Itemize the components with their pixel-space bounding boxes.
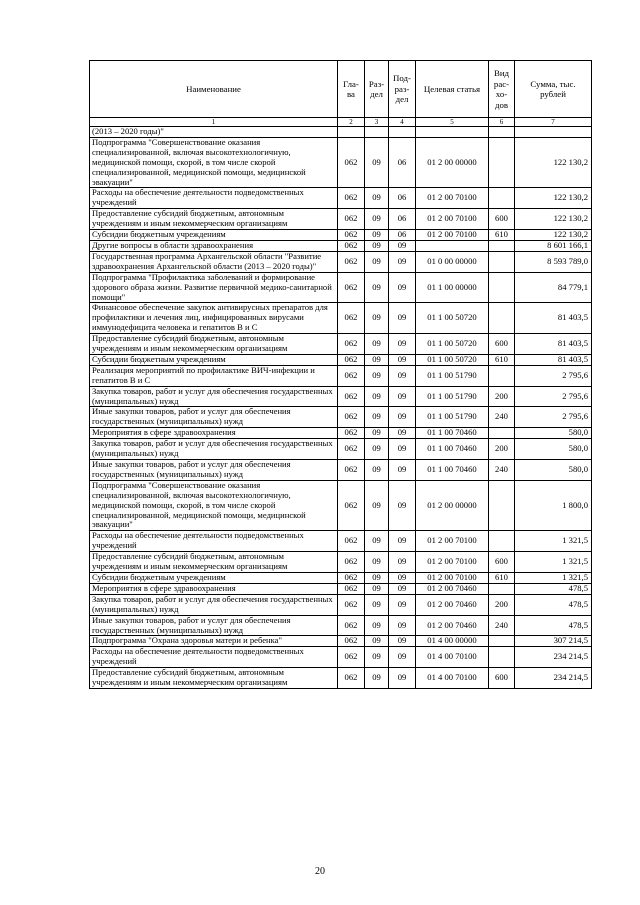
row-name: Расходы на обеспечение деятельности подведомственных учреждений bbox=[90, 188, 338, 209]
row-name: Финансовое обеспечение закупок антивирусных препаратов для профилактики и лечения лиц, инфицированных вирусами иммунодефицита человека и гепатитов В и С bbox=[90, 303, 338, 334]
row-name: Субсидии бюджетным учреждениям bbox=[90, 572, 338, 583]
row-glava: 062 bbox=[338, 334, 365, 355]
row-statya bbox=[416, 240, 489, 251]
row-vid: 200 bbox=[489, 439, 515, 460]
row-podrazdel: 06 bbox=[389, 230, 416, 241]
row-summa: 122 130,2 bbox=[515, 209, 592, 230]
row-razdel: 09 bbox=[365, 439, 389, 460]
row-vid bbox=[489, 303, 515, 334]
row-glava: 062 bbox=[338, 272, 365, 303]
row-razdel: 09 bbox=[365, 428, 389, 439]
row-summa: 478,5 bbox=[515, 583, 592, 594]
table-row bbox=[90, 439, 592, 460]
row-summa: 1 321,5 bbox=[515, 531, 592, 552]
row-razdel: 09 bbox=[365, 407, 389, 428]
row-vid: 600 bbox=[489, 334, 515, 355]
row-name: Предоставление субсидий бюджетным, автономным учреждениям и иным некоммерческим организациям bbox=[90, 552, 338, 573]
table-row bbox=[90, 572, 592, 583]
column-number: 6 bbox=[489, 118, 515, 127]
table-row bbox=[90, 668, 592, 689]
row-podrazdel: 09 bbox=[389, 251, 416, 272]
row-vid: 240 bbox=[489, 460, 515, 481]
table-row bbox=[90, 251, 592, 272]
table-row bbox=[90, 531, 592, 552]
column-number: 5 bbox=[416, 118, 489, 127]
row-razdel: 09 bbox=[365, 636, 389, 647]
row-podrazdel: 09 bbox=[389, 354, 416, 365]
row-razdel: 09 bbox=[365, 272, 389, 303]
row-name: Подпрограмма "Совершенствование оказания специализированной, включая высокотехнологичную, медицинской помощи, скорой, в том числе скорой специализированной, медицинской помощи, медицинской эвакуации" bbox=[90, 137, 338, 188]
column-number: 4 bbox=[389, 118, 416, 127]
column-number: 2 bbox=[338, 118, 365, 127]
row-podrazdel: 09 bbox=[389, 594, 416, 615]
row-podrazdel: 09 bbox=[389, 303, 416, 334]
row-podrazdel: 09 bbox=[389, 647, 416, 668]
row-razdel: 09 bbox=[365, 188, 389, 209]
header-podrazdel: Под-раз-дел bbox=[389, 61, 416, 118]
table-row bbox=[90, 334, 592, 355]
row-glava: 062 bbox=[338, 303, 365, 334]
row-statya: 01 4 00 00000 bbox=[416, 636, 489, 647]
row-glava: 062 bbox=[338, 137, 365, 188]
row-summa: 122 130,2 bbox=[515, 230, 592, 241]
row-name: Мероприятия в сфере здравоохранения bbox=[90, 583, 338, 594]
row-summa: 1 321,5 bbox=[515, 572, 592, 583]
row-summa: 1 321,5 bbox=[515, 552, 592, 573]
row-summa: 1 800,0 bbox=[515, 480, 592, 531]
row-podrazdel: 09 bbox=[389, 668, 416, 689]
row-razdel: 09 bbox=[365, 615, 389, 636]
column-number: 3 bbox=[365, 118, 389, 127]
row-name: Иные закупки товаров, работ и услуг для обеспечения государственных (муниципальных) нужд bbox=[90, 407, 338, 428]
row-vid bbox=[489, 365, 515, 386]
table-row bbox=[90, 230, 592, 241]
row-glava: 062 bbox=[338, 251, 365, 272]
row-podrazdel: 09 bbox=[389, 480, 416, 531]
row-razdel: 09 bbox=[365, 531, 389, 552]
table-body bbox=[90, 127, 592, 689]
row-glava: 062 bbox=[338, 647, 365, 668]
row-glava: 062 bbox=[338, 615, 365, 636]
header-statya: Целевая статья bbox=[416, 61, 489, 118]
row-summa: 478,5 bbox=[515, 594, 592, 615]
row-glava: 062 bbox=[338, 240, 365, 251]
row-glava: 062 bbox=[338, 480, 365, 531]
row-glava: 062 bbox=[338, 583, 365, 594]
row-name: Расходы на обеспечение деятельности подведомственных учреждений bbox=[90, 531, 338, 552]
row-statya: 01 1 00 00000 bbox=[416, 272, 489, 303]
row-podrazdel: 09 bbox=[389, 334, 416, 355]
row-statya: 01 1 00 51790 bbox=[416, 365, 489, 386]
row-podrazdel: 09 bbox=[389, 365, 416, 386]
row-name: Субсидии бюджетным учреждениям bbox=[90, 354, 338, 365]
row-razdel: 09 bbox=[365, 209, 389, 230]
row-podrazdel: 09 bbox=[389, 572, 416, 583]
row-podrazdel bbox=[389, 127, 416, 138]
table-row bbox=[90, 647, 592, 668]
row-podrazdel: 09 bbox=[389, 615, 416, 636]
row-razdel: 09 bbox=[365, 365, 389, 386]
row-name: Субсидии бюджетным учреждениям bbox=[90, 230, 338, 241]
row-statya: 01 1 00 50720 bbox=[416, 334, 489, 355]
row-vid bbox=[489, 240, 515, 251]
row-statya: 01 0 00 00000 bbox=[416, 251, 489, 272]
row-name: Подпрограмма "Совершенствование оказания специализированной, включая высокотехнологичную, медицинской помощи, скорой, в том числе скорой специализированной, медицинской помощи, медицинской эвакуации" bbox=[90, 480, 338, 531]
row-summa: 234 214,5 bbox=[515, 647, 592, 668]
row-vid: 200 bbox=[489, 386, 515, 407]
row-summa: 234 214,5 bbox=[515, 668, 592, 689]
row-vid bbox=[489, 636, 515, 647]
table-row bbox=[90, 594, 592, 615]
row-name: Предоставление субсидий бюджетным, автономным учреждениям и иным некоммерческим организациям bbox=[90, 209, 338, 230]
row-summa: 8 601 166,1 bbox=[515, 240, 592, 251]
row-vid: 600 bbox=[489, 552, 515, 573]
row-vid bbox=[489, 137, 515, 188]
row-summa bbox=[515, 127, 592, 138]
row-statya: 01 2 00 70100 bbox=[416, 230, 489, 241]
table-row bbox=[90, 137, 592, 188]
table-row bbox=[90, 209, 592, 230]
row-summa: 81 403,5 bbox=[515, 303, 592, 334]
table-row bbox=[90, 365, 592, 386]
row-statya: 01 2 00 70100 bbox=[416, 531, 489, 552]
row-podrazdel: 06 bbox=[389, 188, 416, 209]
row-razdel bbox=[365, 127, 389, 138]
table-row bbox=[90, 480, 592, 531]
row-statya: 01 2 00 70100 bbox=[416, 552, 489, 573]
row-podrazdel: 09 bbox=[389, 531, 416, 552]
row-glava: 062 bbox=[338, 531, 365, 552]
row-podrazdel: 06 bbox=[389, 137, 416, 188]
row-glava: 062 bbox=[338, 407, 365, 428]
row-summa: 81 403,5 bbox=[515, 354, 592, 365]
row-glava bbox=[338, 127, 365, 138]
row-razdel: 09 bbox=[365, 480, 389, 531]
table-row bbox=[90, 272, 592, 303]
row-glava: 062 bbox=[338, 439, 365, 460]
table-row bbox=[90, 428, 592, 439]
row-razdel: 09 bbox=[365, 583, 389, 594]
row-glava: 062 bbox=[338, 188, 365, 209]
table-row bbox=[90, 460, 592, 481]
row-summa: 81 403,5 bbox=[515, 334, 592, 355]
row-vid bbox=[489, 188, 515, 209]
row-vid bbox=[489, 251, 515, 272]
row-name: Подпрограмма "Охрана здоровья матери и ребенка" bbox=[90, 636, 338, 647]
table-row bbox=[90, 188, 592, 209]
row-glava: 062 bbox=[338, 594, 365, 615]
header-glava: Гла-ва bbox=[338, 61, 365, 118]
row-glava: 062 bbox=[338, 365, 365, 386]
row-summa: 2 795,6 bbox=[515, 365, 592, 386]
row-razdel: 09 bbox=[365, 647, 389, 668]
row-statya: 01 1 00 70460 bbox=[416, 460, 489, 481]
row-statya: 01 1 00 70460 bbox=[416, 428, 489, 439]
header-razdel: Раз-дел bbox=[365, 61, 389, 118]
row-name: Закупка товаров, работ и услуг для обеспечения государственных (муниципальных) нужд bbox=[90, 386, 338, 407]
row-summa: 580,0 bbox=[515, 460, 592, 481]
row-vid: 600 bbox=[489, 209, 515, 230]
row-razdel: 09 bbox=[365, 230, 389, 241]
row-statya: 01 2 00 70460 bbox=[416, 615, 489, 636]
row-summa: 8 593 789,0 bbox=[515, 251, 592, 272]
row-glava: 062 bbox=[338, 428, 365, 439]
row-razdel: 09 bbox=[365, 460, 389, 481]
row-razdel: 09 bbox=[365, 240, 389, 251]
row-summa: 580,0 bbox=[515, 439, 592, 460]
row-name: Закупка товаров, работ и услуг для обеспечения государственных (муниципальных) нужд bbox=[90, 594, 338, 615]
row-razdel: 09 bbox=[365, 251, 389, 272]
row-summa: 307 214,5 bbox=[515, 636, 592, 647]
row-razdel: 09 bbox=[365, 572, 389, 583]
row-glava: 062 bbox=[338, 552, 365, 573]
row-statya: 01 2 00 70100 bbox=[416, 209, 489, 230]
table-row bbox=[90, 615, 592, 636]
row-vid bbox=[489, 480, 515, 531]
table-row bbox=[90, 407, 592, 428]
row-statya: 01 2 00 70460 bbox=[416, 594, 489, 615]
row-vid: 600 bbox=[489, 668, 515, 689]
table-header bbox=[90, 61, 592, 127]
row-name: Реализация мероприятий по профилактике ВИЧ-инфекции и гепатитов В и С bbox=[90, 365, 338, 386]
row-summa: 2 795,6 bbox=[515, 407, 592, 428]
row-glava: 062 bbox=[338, 668, 365, 689]
row-name: (2013 – 2020 годы)" bbox=[90, 127, 338, 138]
row-name: Иные закупки товаров, работ и услуг для обеспечения государственных (муниципальных) нужд bbox=[90, 615, 338, 636]
row-vid: 610 bbox=[489, 230, 515, 241]
row-razdel: 09 bbox=[365, 594, 389, 615]
row-vid: 610 bbox=[489, 354, 515, 365]
row-glava: 062 bbox=[338, 636, 365, 647]
row-razdel: 09 bbox=[365, 668, 389, 689]
row-vid: 200 bbox=[489, 594, 515, 615]
header-summa: Сумма, тыс. рублей bbox=[515, 61, 592, 118]
row-vid bbox=[489, 583, 515, 594]
table-row bbox=[90, 127, 592, 138]
row-vid bbox=[489, 531, 515, 552]
row-name: Государственная программа Архангельской области "Развитие здравоохранения Архангельской области (2013 – 2020 годы)" bbox=[90, 251, 338, 272]
row-summa: 84 779,1 bbox=[515, 272, 592, 303]
row-statya: 01 2 00 00000 bbox=[416, 137, 489, 188]
row-podrazdel: 09 bbox=[389, 272, 416, 303]
row-statya: 01 2 00 70100 bbox=[416, 188, 489, 209]
row-podrazdel: 09 bbox=[389, 583, 416, 594]
column-number: 1 bbox=[90, 118, 338, 127]
row-podrazdel: 09 bbox=[389, 636, 416, 647]
row-name: Предоставление субсидий бюджетным, автономным учреждениям и иным некоммерческим организациям bbox=[90, 668, 338, 689]
row-name: Закупка товаров, работ и услуг для обеспечения государственных (муниципальных) нужд bbox=[90, 439, 338, 460]
row-glava: 062 bbox=[338, 386, 365, 407]
row-glava: 062 bbox=[338, 209, 365, 230]
row-podrazdel: 09 bbox=[389, 407, 416, 428]
row-podrazdel: 09 bbox=[389, 428, 416, 439]
row-vid bbox=[489, 647, 515, 668]
table-row bbox=[90, 583, 592, 594]
header-vid: Вид рас-хо-дов bbox=[489, 61, 515, 118]
row-razdel: 09 bbox=[365, 354, 389, 365]
row-statya: 01 2 00 70460 bbox=[416, 583, 489, 594]
page-number: 20 bbox=[315, 866, 325, 877]
row-statya: 01 4 00 70100 bbox=[416, 668, 489, 689]
row-statya: 01 1 00 50720 bbox=[416, 303, 489, 334]
row-razdel: 09 bbox=[365, 137, 389, 188]
row-vid bbox=[489, 127, 515, 138]
table-row bbox=[90, 552, 592, 573]
row-razdel: 09 bbox=[365, 334, 389, 355]
row-statya bbox=[416, 127, 489, 138]
row-podrazdel: 09 bbox=[389, 439, 416, 460]
row-statya: 01 1 00 51790 bbox=[416, 386, 489, 407]
row-statya: 01 1 00 50720 bbox=[416, 354, 489, 365]
table-row bbox=[90, 303, 592, 334]
row-statya: 01 4 00 70100 bbox=[416, 647, 489, 668]
row-vid: 240 bbox=[489, 615, 515, 636]
row-statya: 01 1 00 70460 bbox=[416, 439, 489, 460]
row-vid bbox=[489, 428, 515, 439]
row-razdel: 09 bbox=[365, 552, 389, 573]
row-glava: 062 bbox=[338, 230, 365, 241]
row-name: Мероприятия в сфере здравоохранения bbox=[90, 428, 338, 439]
row-vid bbox=[489, 272, 515, 303]
row-summa: 580,0 bbox=[515, 428, 592, 439]
row-summa: 122 130,2 bbox=[515, 137, 592, 188]
row-glava: 062 bbox=[338, 572, 365, 583]
budget-document-page bbox=[89, 60, 591, 689]
row-podrazdel: 09 bbox=[389, 460, 416, 481]
table-row bbox=[90, 636, 592, 647]
row-podrazdel: 09 bbox=[389, 240, 416, 251]
row-razdel: 09 bbox=[365, 303, 389, 334]
row-statya: 01 2 00 00000 bbox=[416, 480, 489, 531]
row-vid: 610 bbox=[489, 572, 515, 583]
row-name: Подпрограмма "Профилактика заболеваний и формирование здорового образа жизни. Развитие первичной медико-санитарной помощи" bbox=[90, 272, 338, 303]
row-podrazdel: 09 bbox=[389, 386, 416, 407]
row-vid: 240 bbox=[489, 407, 515, 428]
row-summa: 2 795,6 bbox=[515, 386, 592, 407]
header-name: Наименование bbox=[90, 61, 338, 118]
table-row bbox=[90, 240, 592, 251]
row-name: Расходы на обеспечение деятельности подведомственных учреждений bbox=[90, 647, 338, 668]
row-summa: 478,5 bbox=[515, 615, 592, 636]
row-razdel: 09 bbox=[365, 386, 389, 407]
row-name: Иные закупки товаров, работ и услуг для обеспечения государственных (муниципальных) нужд bbox=[90, 460, 338, 481]
table-row bbox=[90, 354, 592, 365]
table-row bbox=[90, 386, 592, 407]
row-glava: 062 bbox=[338, 354, 365, 365]
row-podrazdel: 06 bbox=[389, 209, 416, 230]
row-podrazdel: 09 bbox=[389, 552, 416, 573]
row-name: Другие вопросы в области здравоохранения bbox=[90, 240, 338, 251]
row-summa: 122 130,2 bbox=[515, 188, 592, 209]
row-statya: 01 2 00 70100 bbox=[416, 572, 489, 583]
row-glava: 062 bbox=[338, 460, 365, 481]
column-number: 7 bbox=[515, 118, 592, 127]
row-statya: 01 1 00 51790 bbox=[416, 407, 489, 428]
budget-table bbox=[89, 60, 592, 689]
row-name: Предоставление субсидий бюджетным, автономным учреждениям и иным некоммерческим организациям bbox=[90, 334, 338, 355]
